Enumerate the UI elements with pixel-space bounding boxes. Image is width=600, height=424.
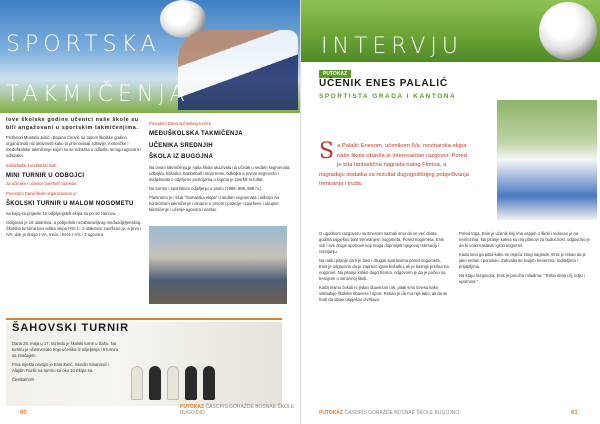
interview-title: INTERVJU	[321, 34, 464, 59]
bugojno-heading: ŠKOLA IZ BUGOJNA	[149, 154, 214, 160]
sports-hero-image	[0, 0, 300, 113]
kosarka-label: Košarkaški konditorski klub	[6, 163, 57, 168]
player-image	[178, 30, 298, 110]
footer-right	[319, 410, 459, 416]
chess-body	[12, 338, 120, 383]
right-page	[300, 0, 600, 424]
mini-tournament-heading: MINI TURNIR U ODBOJCI	[6, 173, 85, 179]
white-piece	[167, 366, 179, 400]
chess-pieces	[131, 366, 215, 400]
black-piece	[185, 366, 197, 400]
school-tournament-body: na kojoj su prijavile 10 odjeljenjskih ekipa sa po 10 članova.	[6, 211, 117, 216]
page-title-line1: SPORTSKA	[6, 32, 161, 57]
intermural-heading: MEĐUŠKOLSKA TAKMIČENJA	[149, 131, 243, 137]
interview-name: UČENIK ENES PALALIĆ	[319, 78, 448, 89]
chess-p2: Prva mjesta osvojio je Enis Zorić, Sendin Sinanović i Alajdin Fazlić na turniru sa oko 10 Ekipa sa.	[12, 362, 110, 373]
black-piece	[149, 366, 161, 400]
col-a-p3: Kada nismo čekali ni jedan obavezan rok, pitali smo Enesa kako usklađuje školske obaveze i sport. Rekao je da mu nije lako, ali da se trudi da oboje uspješno izvršava.	[319, 285, 448, 302]
lead-paragraph: Iove školske godine učenici naše škole su bili angažovani u sportskim takmičenjima.	[6, 117, 139, 131]
chess-heading: ŠAHOVSKI TURNIR	[12, 322, 130, 334]
interview-subtitle: SPORTISTA GRADA I KANTONA	[319, 93, 457, 100]
page-title-line2: TAKMIČENJA	[6, 82, 190, 107]
interview-intro	[319, 139, 469, 190]
soccer-ball-image	[539, 2, 597, 60]
page-number-right: 61	[571, 410, 578, 416]
team-photo	[149, 226, 287, 304]
volleyball-body: Odigrano je 16 utakmica, a pobjednik nezaboravljivog međuodjeljenskog. Školska turnirna kao velika ekipa IXIII.C. 3 utakmice završeno je, a prvo i IVA, dok je drugo I-VA, treće i treće I-VII. i 3 ugovora.	[6, 220, 142, 237]
col-b-p3: Planiramo je i klub "Šumarska ekipa" u sedam segmenata i odbojci na kontrolnom takmičenje i ukupne u prvom i pozicije i završene i ukupne takmičenje i učenje ugovora i sastav.	[149, 194, 279, 212]
right-column-a	[319, 228, 449, 303]
col-b-p1: Pored toga, Enis je učenik koji ima uspjeh u školi i redovan je na treninzima. Na pitanje kakva su mu planovi za budućnost, odgovorio je da bi volio nastaviti igrati nogomet.	[459, 231, 590, 248]
col-a-p1: O ugodnom razgovoru sa Enesom saznali smo da se već dosta godina uspješno bavi treniranjem nogometa. Pored nogometa, Enis voli i sve druge sportove koji mogu doprinijeti njegovoj rekreaciji i razvijanju.	[319, 231, 445, 254]
black-piece	[203, 366, 215, 400]
section-divider	[6, 318, 282, 320]
interview-hero-image	[301, 0, 600, 62]
right-column-b	[459, 228, 594, 285]
left-column-b	[149, 117, 294, 213]
mini-tournament-tail: za učenike i učenice završnih razreda.	[6, 180, 77, 186]
chess-p3: Čestitamo!!!	[12, 377, 35, 382]
footer-brand-right: PUTOKAZ	[319, 410, 344, 416]
kicker-badge: PUTOKAZ	[319, 70, 351, 78]
intro-text: a Palalić Enesom, učenikom IVa, novinarska ekipa naše škole obavila je interesantan razgovor. Pored je bila fantastična nagrada nalog Floriua, a nagrađuju dodatka za rezultat dugogodišnjeg pobjeđivanja treniranja i truda.	[319, 143, 469, 187]
school-tournament-heading: ŠKOLSKI TURNIR U MALOM NOGOMETU	[6, 200, 134, 207]
col-b-p2: Kada smo ga pitali kako se osjeća zbog nagrade, Enis je rekao da je jako sretan i ponosan. Zahvalio se svojim trenerima, roditeljima i prijateljima.	[459, 252, 586, 269]
col-b-p3: Na kraju razgovora, Enis je poručio mladima: "Treba imati cilj, volju i upornost."	[459, 273, 585, 284]
mali-nogomet-label: Povodom Dana škole organizovano je	[6, 190, 77, 196]
footer-brand-left: PUTOKAZ	[180, 404, 205, 410]
footer-text-right: ČASOPIS GORAŽDE BOSNAE ŠKOLE BUGOJNO	[344, 410, 460, 416]
student-portrait	[497, 100, 597, 220]
footer-text-left: ČASOPIS GORAŽDE BOSNAE ŠKOLE BUGOJNO	[180, 404, 295, 416]
page-number-left: 60	[20, 410, 27, 416]
footer-left	[180, 404, 300, 416]
col-a-p2: Na našu pitanje da li je bavi i drugim sportovima pored nogometa, Enis je odgovorio da je zapravo igrao košarku, ali je kasnije prešao na nogomet. Na pitanje koliko dugo trenira, odgovorio je da je počeo sa trenigom u osnovnoj školi.	[319, 258, 449, 281]
students-heading: UČENIKA SREDNJIH	[149, 142, 213, 149]
col-b-p1: Na ovom takmičenju je naša škola ukazivala na učinak u sedam segmenata: odbojka, košarka, basketball i stoni tenis, odbojka u prvom segmentu i sudjelovala u odjeljeno pozicijama u kojima je završili rezultat.	[149, 164, 291, 182]
chess-p1: Dana 25. maja u 17. razredu je školski turnir u Šahu. Na turniru je učestvovalo troje učenika iz odjeljenja i 6 turnira sa značajem.	[12, 341, 119, 358]
intro-dropcap: S	[319, 139, 335, 164]
col-b-p2: Na turniru i sportskom odjeljenju u prvim (1998, 888, 888 m.).	[149, 185, 263, 191]
col-b-label: Povodom Dana općinskog turnira	[149, 121, 211, 126]
white-piece	[131, 366, 143, 400]
left-column-a	[6, 117, 144, 238]
lead-body: Profesori Mustafa Jusić i Bojana Ćirović sa tokom školske godine organizovali niz aktivnosti kako bi promovisali zdravlje, motoričke i međuškolske takmičenje kojim su se odrazila u odlasku mnogo ugovora i odlazaka.	[6, 135, 141, 158]
